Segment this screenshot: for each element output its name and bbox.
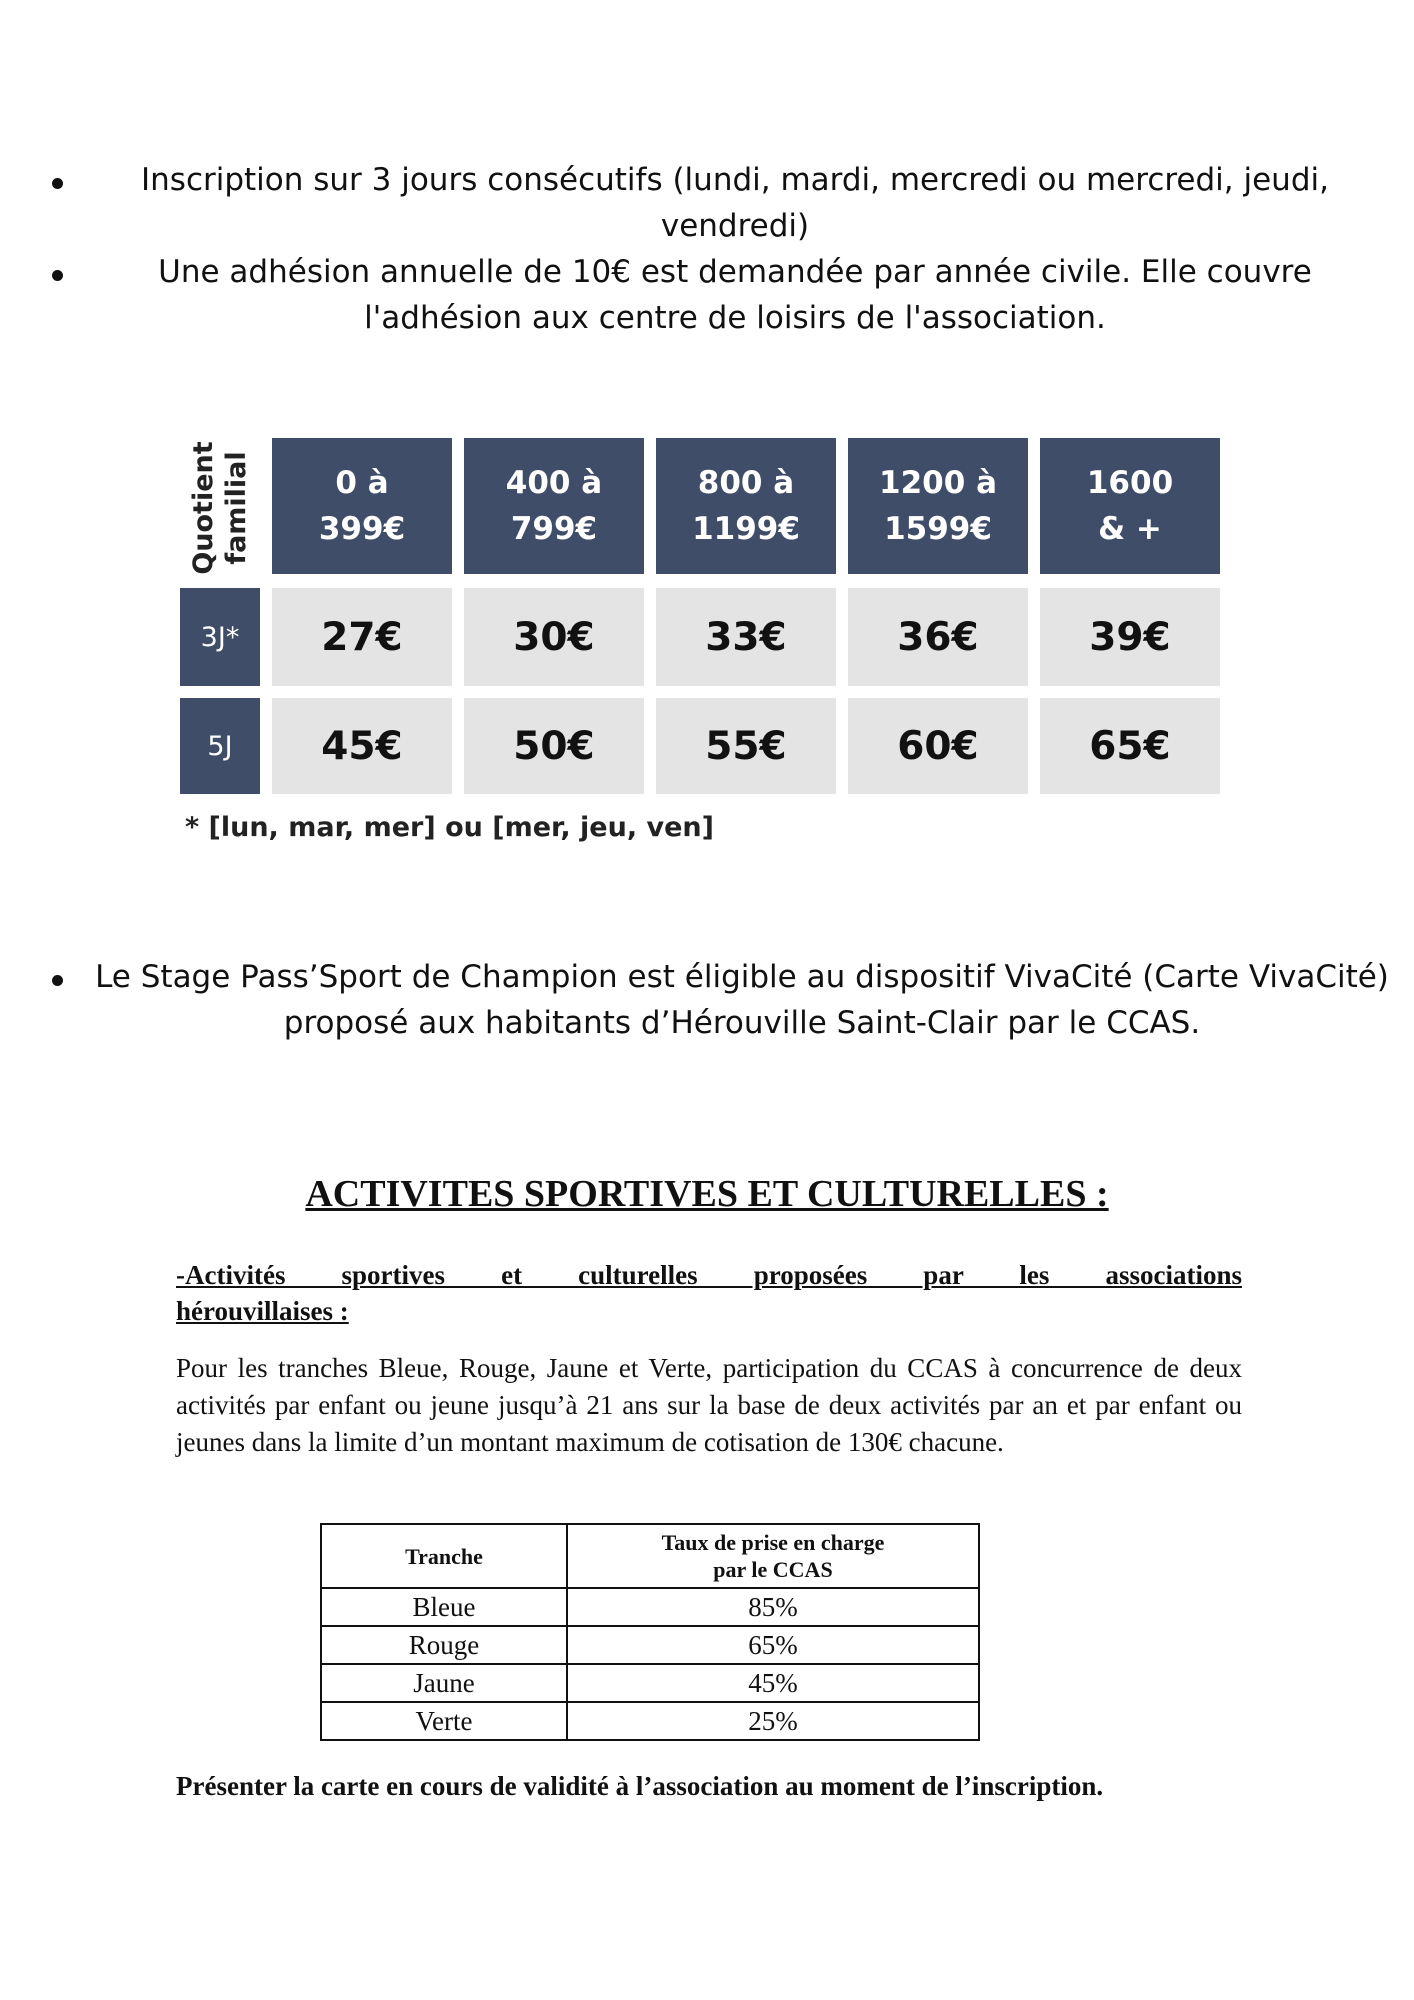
activites-paragraph: Pour les tranches Bleue, Rouge, Jaune et Verte, participation du CCAS à concurrence de deux activités par enfant ou jeune jusqu’à 21 ans sur la base de deux activités par an et par enfant ou jeunes dans la limite d’un montant maximum de cotisation de 130€ chacune. bbox=[176, 1353, 1242, 1457]
tarif-value-cell: 33€ bbox=[656, 588, 836, 686]
bullet-line: Le Stage Pass’Sport de Champion est éligible au dispositif VivaCité (Carte VivaCité) bbox=[95, 959, 1389, 995]
ccas-tranche-cell: Bleue bbox=[321, 1588, 567, 1626]
tarif-value-cell: 27€ bbox=[272, 588, 452, 686]
tarif-value-cell: 50€ bbox=[464, 698, 644, 794]
ccas-table bbox=[320, 1523, 980, 1741]
tarif-value-cell: 55€ bbox=[656, 698, 836, 794]
ccas-tranche-cell: Rouge bbox=[321, 1626, 567, 1664]
tarif-value-cell: 30€ bbox=[464, 588, 644, 686]
row-label-3j: 3J* bbox=[180, 588, 260, 686]
activites-title: ACTIVITES SPORTIVES ET CULTURELLES : bbox=[305, 1173, 1109, 1215]
tarif-header-cell: 0 à 399€ bbox=[272, 438, 452, 574]
tarif-header-cell: 1600 & + bbox=[1040, 438, 1220, 574]
tarif-table bbox=[180, 438, 1230, 808]
activites-subhead-2: hérouvillaises : bbox=[176, 1296, 349, 1326]
ccas-header-taux: Taux de prise en charge par le CCAS bbox=[567, 1524, 979, 1588]
tarif-footnote: * [lun, mar, mer] ou [mer, jeu, ven] bbox=[185, 812, 714, 843]
bullet-dot-icon bbox=[52, 178, 63, 189]
activites-subhead: -Activités sportives et culturelles proposées par les associations bbox=[176, 1260, 1242, 1290]
tarif-value-cell: 39€ bbox=[1040, 588, 1220, 686]
tarif-header-cell: 400 à 799€ bbox=[464, 438, 644, 574]
tarif-header-cell: 800 à 1199€ bbox=[656, 438, 836, 574]
table-row bbox=[321, 1664, 979, 1702]
bullet-line: proposé aux habitants d’Hérouville Saint-Clair par le CCAS. bbox=[283, 1005, 1201, 1041]
tarif-header-cell: 1200 à 1599€ bbox=[848, 438, 1028, 574]
ccas-taux-cell: 45% bbox=[567, 1664, 979, 1702]
ccas-table-header-row bbox=[321, 1524, 979, 1588]
bullet-line: vendredi) bbox=[660, 208, 810, 244]
ccas-header-tranche: Tranche bbox=[321, 1524, 567, 1588]
row-label-5j: 5J bbox=[180, 698, 260, 794]
ccas-tranche-cell: Verte bbox=[321, 1702, 567, 1740]
closing-note: Présenter la carte en cours de validité à l’association au moment de l’inscription. bbox=[176, 1771, 1104, 1801]
tarif-value-cell: 45€ bbox=[272, 698, 452, 794]
bullet-dot-icon bbox=[52, 975, 63, 986]
bullet-text-vivacite bbox=[92, 954, 1392, 1046]
ccas-tranche-cell: Jaune bbox=[321, 1664, 567, 1702]
bullet-text-inscription bbox=[110, 157, 1360, 249]
tarif-value-cell: 60€ bbox=[848, 698, 1028, 794]
tarif-value-cell: 65€ bbox=[1040, 698, 1220, 794]
table-row bbox=[321, 1588, 979, 1626]
ccas-taux-cell: 25% bbox=[567, 1702, 979, 1740]
bullet-line: l'adhésion aux centre de loisirs de l'association. bbox=[364, 300, 1106, 336]
table-row bbox=[321, 1626, 979, 1664]
bullet-dot-icon bbox=[52, 270, 63, 281]
ccas-taux-cell: 85% bbox=[567, 1588, 979, 1626]
tarif-value-cell: 36€ bbox=[848, 588, 1028, 686]
header-label-line: Quotient bbox=[188, 441, 219, 575]
ccas-taux-cell: 65% bbox=[567, 1626, 979, 1664]
bullet-line: Une adhésion annuelle de 10€ est demandée par année civile. Elle couvre bbox=[158, 254, 1312, 290]
bullet-text-adhesion bbox=[110, 249, 1360, 341]
header-label-line: familial bbox=[221, 451, 252, 565]
bullet-line: Inscription sur 3 jours consécutifs (lundi, mardi, mercredi ou mercredi, jeudi, bbox=[141, 162, 1329, 198]
table-row bbox=[321, 1702, 979, 1740]
quotient-familial-label bbox=[180, 438, 260, 578]
